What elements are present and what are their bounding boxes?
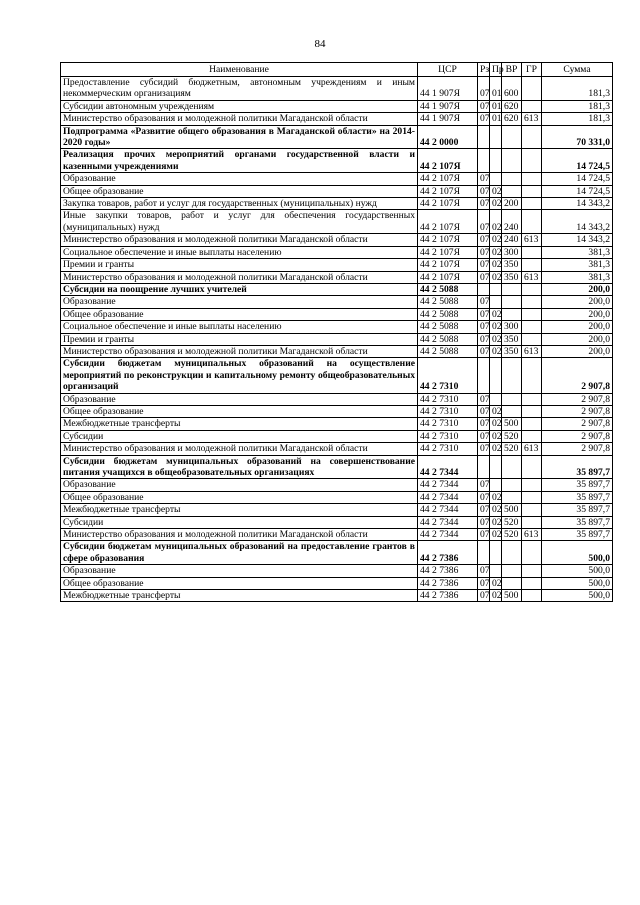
- cell-vr: [502, 405, 522, 417]
- cell-sum: 2 907,8: [542, 443, 613, 455]
- cell-pr: 01: [490, 100, 502, 112]
- cell-name: Субсидии: [61, 516, 418, 528]
- table-row: [61, 358, 613, 393]
- page-number: 84: [314, 38, 326, 50]
- table-row: [61, 234, 613, 246]
- cell-csr: 44 1 907Я: [418, 100, 478, 112]
- cell-vr: 300: [502, 321, 522, 333]
- cell-csr: 44 2 5088: [418, 296, 478, 308]
- cell-name: Межбюджетные трансферты: [61, 504, 418, 516]
- cell-name: Субсидии: [61, 430, 418, 442]
- cell-name: Закупка товаров, работ и услуг для государственных (муниципальных) нужд: [61, 198, 418, 210]
- table-row: [61, 271, 613, 283]
- cell-csr: 44 2 7310: [418, 443, 478, 455]
- table-row: [61, 198, 613, 210]
- cell-name: Субсидии бюджетам муниципальных образований на предоставление грантов в сфере образования: [61, 541, 418, 565]
- cell-pr: [490, 479, 502, 491]
- cell-gr: [522, 418, 542, 430]
- table-row: [61, 418, 613, 430]
- cell-csr: 44 2 107Я: [418, 246, 478, 258]
- cell-pr: 02: [490, 430, 502, 442]
- header-name: Наименование: [61, 63, 418, 77]
- cell-sum: 35 897,7: [542, 479, 613, 491]
- cell-sum: 14 343,2: [542, 234, 613, 246]
- cell-vr: [502, 577, 522, 589]
- table-row: [61, 516, 613, 528]
- cell-gr: 613: [522, 113, 542, 125]
- cell-vr: [502, 149, 522, 173]
- cell-rz: 07: [478, 430, 490, 442]
- cell-rz: 07: [478, 308, 490, 320]
- cell-vr: 500: [502, 590, 522, 602]
- cell-gr: [522, 393, 542, 405]
- cell-vr: [502, 185, 522, 197]
- cell-pr: [490, 541, 502, 565]
- cell-csr: 44 2 7386: [418, 565, 478, 577]
- cell-rz: [478, 149, 490, 173]
- cell-sum: 2 907,8: [542, 393, 613, 405]
- cell-vr: 240: [502, 234, 522, 246]
- cell-gr: [522, 296, 542, 308]
- cell-gr: 613: [522, 271, 542, 283]
- cell-vr: 520: [502, 443, 522, 455]
- cell-pr: [490, 149, 502, 173]
- cell-rz: 07: [478, 271, 490, 283]
- cell-sum: 500,0: [542, 565, 613, 577]
- cell-rz: 07: [478, 259, 490, 271]
- table-row: [61, 125, 613, 149]
- cell-name: Общее образование: [61, 577, 418, 589]
- cell-gr: [522, 125, 542, 149]
- cell-rz: 07: [478, 185, 490, 197]
- cell-pr: 02: [490, 405, 502, 417]
- cell-csr: 44 2 7344: [418, 491, 478, 503]
- cell-gr: [522, 321, 542, 333]
- cell-vr: 600: [502, 77, 522, 101]
- cell-pr: [490, 565, 502, 577]
- cell-pr: 02: [490, 516, 502, 528]
- table-row: [61, 479, 613, 491]
- cell-csr: 44 1 907Я: [418, 113, 478, 125]
- cell-pr: 02: [490, 504, 502, 516]
- table-row: [61, 259, 613, 271]
- cell-vr: [502, 308, 522, 320]
- cell-pr: 01: [490, 77, 502, 101]
- cell-pr: 02: [490, 590, 502, 602]
- cell-name: Министерство образования и молодежной политики Магаданской области: [61, 443, 418, 455]
- table-row: [61, 283, 613, 295]
- cell-sum: 200,0: [542, 321, 613, 333]
- cell-vr: [502, 565, 522, 577]
- cell-csr: 44 2 107Я: [418, 185, 478, 197]
- cell-name: Образование: [61, 565, 418, 577]
- cell-gr: [522, 333, 542, 345]
- cell-gr: 613: [522, 443, 542, 455]
- cell-gr: [522, 100, 542, 112]
- table-row: [61, 308, 613, 320]
- cell-sum: 35 897,7: [542, 491, 613, 503]
- cell-rz: 07: [478, 479, 490, 491]
- cell-csr: 44 2 7386: [418, 590, 478, 602]
- cell-rz: 07: [478, 210, 490, 234]
- cell-pr: 02: [490, 271, 502, 283]
- cell-gr: [522, 198, 542, 210]
- cell-gr: [522, 577, 542, 589]
- cell-pr: 02: [490, 259, 502, 271]
- table-row: [61, 149, 613, 173]
- cell-rz: [478, 541, 490, 565]
- cell-rz: 07: [478, 418, 490, 430]
- header-rz: Рз: [478, 63, 490, 77]
- cell-csr: 44 2 107Я: [418, 149, 478, 173]
- cell-csr: 44 2 7344: [418, 479, 478, 491]
- table-header-row: [61, 63, 613, 77]
- cell-name: Министерство образования и молодежной политики Магаданской области: [61, 345, 418, 357]
- cell-vr: 620: [502, 100, 522, 112]
- cell-pr: [490, 455, 502, 479]
- cell-sum: 381,3: [542, 271, 613, 283]
- cell-pr: 02: [490, 185, 502, 197]
- cell-pr: [490, 125, 502, 149]
- cell-vr: 200: [502, 198, 522, 210]
- cell-gr: [522, 516, 542, 528]
- cell-gr: 613: [522, 529, 542, 541]
- cell-sum: 14 724,5: [542, 149, 613, 173]
- cell-sum: 35 897,7: [542, 516, 613, 528]
- cell-csr: 44 2 7310: [418, 393, 478, 405]
- cell-gr: [522, 541, 542, 565]
- table-row: [61, 565, 613, 577]
- cell-vr: 500: [502, 418, 522, 430]
- cell-gr: [522, 246, 542, 258]
- cell-name: Общее образование: [61, 491, 418, 503]
- table-row: [61, 333, 613, 345]
- cell-sum: 181,3: [542, 113, 613, 125]
- table-row: [61, 529, 613, 541]
- cell-sum: 2 907,8: [542, 430, 613, 442]
- cell-pr: 02: [490, 321, 502, 333]
- cell-name: Министерство образования и молодежной политики Магаданской области: [61, 234, 418, 246]
- cell-rz: 07: [478, 565, 490, 577]
- cell-csr: 44 2 107Я: [418, 259, 478, 271]
- table-row: [61, 443, 613, 455]
- cell-gr: [522, 358, 542, 393]
- header-pr: Пр: [490, 63, 502, 77]
- cell-csr: 44 2 7344: [418, 516, 478, 528]
- cell-sum: 381,3: [542, 259, 613, 271]
- cell-rz: 07: [478, 504, 490, 516]
- cell-gr: [522, 77, 542, 101]
- table-row: [61, 405, 613, 417]
- cell-name: Премии и гранты: [61, 333, 418, 345]
- cell-rz: 07: [478, 246, 490, 258]
- cell-name: Предоставление субсидий бюджетным, автономным учреждениям и иным некоммерческим организациям: [61, 77, 418, 101]
- cell-name: Министерство образования и молодежной политики Магаданской области: [61, 271, 418, 283]
- table-row: [61, 100, 613, 112]
- cell-vr: [502, 455, 522, 479]
- cell-csr: 44 2 7344: [418, 529, 478, 541]
- header-gr: ГР: [522, 63, 542, 77]
- cell-name: Образование: [61, 479, 418, 491]
- cell-gr: [522, 308, 542, 320]
- cell-rz: [478, 455, 490, 479]
- cell-gr: [522, 149, 542, 173]
- cell-csr: 44 2 107Я: [418, 234, 478, 246]
- cell-csr: 44 1 907Я: [418, 77, 478, 101]
- cell-name: Реализация прочих мероприятий органами государственной власти и казенными учреждениями: [61, 149, 418, 173]
- cell-vr: [502, 173, 522, 185]
- cell-gr: [522, 504, 542, 516]
- cell-rz: 07: [478, 173, 490, 185]
- cell-csr: 44 2 5088: [418, 321, 478, 333]
- cell-csr: 44 2 7310: [418, 405, 478, 417]
- cell-vr: [502, 491, 522, 503]
- cell-pr: [490, 393, 502, 405]
- cell-name: Министерство образования и молодежной политики Магаданской области: [61, 529, 418, 541]
- cell-pr: 02: [490, 577, 502, 589]
- header-sum: Сумма: [542, 63, 613, 77]
- cell-name: Субсидии бюджетам муниципальных образований на совершенствование питания учащихся в общеобразовательных организациях: [61, 455, 418, 479]
- table-row: [61, 345, 613, 357]
- cell-sum: 2 907,8: [542, 405, 613, 417]
- cell-pr: [490, 358, 502, 393]
- cell-vr: 350: [502, 271, 522, 283]
- cell-sum: 200,0: [542, 308, 613, 320]
- cell-name: Межбюджетные трансферты: [61, 418, 418, 430]
- cell-vr: 520: [502, 516, 522, 528]
- cell-name: Иные закупки товаров, работ и услуг для обеспечения государственных (муниципальных) нужд: [61, 210, 418, 234]
- cell-name: Субсидии автономным учреждениям: [61, 100, 418, 112]
- cell-rz: 07: [478, 77, 490, 101]
- cell-vr: 350: [502, 259, 522, 271]
- cell-csr: 44 2 5088: [418, 308, 478, 320]
- cell-csr: 44 2 107Я: [418, 271, 478, 283]
- cell-sum: 500,0: [542, 577, 613, 589]
- cell-csr: 44 2 5088: [418, 333, 478, 345]
- cell-rz: 07: [478, 393, 490, 405]
- cell-pr: 02: [490, 308, 502, 320]
- cell-name: Министерство образования и молодежной политики Магаданской области: [61, 113, 418, 125]
- cell-pr: 02: [490, 529, 502, 541]
- cell-gr: [522, 479, 542, 491]
- cell-vr: [502, 125, 522, 149]
- cell-rz: 07: [478, 577, 490, 589]
- cell-vr: [502, 541, 522, 565]
- cell-rz: 07: [478, 234, 490, 246]
- cell-csr: 44 2 0000: [418, 125, 478, 149]
- cell-sum: 181,3: [542, 77, 613, 101]
- cell-vr: 240: [502, 210, 522, 234]
- cell-pr: 02: [490, 333, 502, 345]
- cell-pr: 02: [490, 234, 502, 246]
- cell-sum: 14 724,5: [542, 173, 613, 185]
- table-row: [61, 430, 613, 442]
- cell-rz: 07: [478, 529, 490, 541]
- cell-sum: 14 343,2: [542, 210, 613, 234]
- table-row: [61, 491, 613, 503]
- cell-csr: 44 2 7310: [418, 430, 478, 442]
- cell-csr: 44 2 7386: [418, 577, 478, 589]
- cell-sum: 200,0: [542, 333, 613, 345]
- cell-name: Субсидии на поощрение лучших учителей: [61, 283, 418, 295]
- cell-gr: [522, 173, 542, 185]
- cell-sum: 35 897,7: [542, 529, 613, 541]
- cell-name: Субсидии бюджетам муниципальных образований на осуществление мероприятий по реконструкции и капитальному ремонту общеобразовательных организаций: [61, 358, 418, 393]
- cell-gr: [522, 259, 542, 271]
- cell-gr: [522, 210, 542, 234]
- cell-sum: 2 907,8: [542, 418, 613, 430]
- cell-pr: 02: [490, 418, 502, 430]
- cell-sum: 200,0: [542, 345, 613, 357]
- cell-rz: 07: [478, 113, 490, 125]
- cell-pr: 02: [490, 443, 502, 455]
- cell-name: Общее образование: [61, 308, 418, 320]
- cell-pr: 01: [490, 113, 502, 125]
- cell-sum: 14 343,2: [542, 198, 613, 210]
- cell-rz: 07: [478, 590, 490, 602]
- cell-vr: 520: [502, 529, 522, 541]
- cell-vr: [502, 296, 522, 308]
- cell-csr: 44 2 7310: [418, 358, 478, 393]
- table-row: [61, 393, 613, 405]
- cell-name: Межбюджетные трансферты: [61, 590, 418, 602]
- cell-pr: [490, 173, 502, 185]
- cell-pr: 02: [490, 246, 502, 258]
- cell-name: Образование: [61, 393, 418, 405]
- cell-sum: 35 897,7: [542, 455, 613, 479]
- cell-name: Подпрограмма «Развитие общего образования в Магаданской области» на 2014-2020 годы»: [61, 125, 418, 149]
- cell-pr: [490, 296, 502, 308]
- cell-pr: 02: [490, 210, 502, 234]
- cell-csr: 44 2 107Я: [418, 198, 478, 210]
- table-row: [61, 455, 613, 479]
- cell-vr: 350: [502, 345, 522, 357]
- table-row: [61, 321, 613, 333]
- table-body: [61, 77, 613, 602]
- cell-rz: 07: [478, 491, 490, 503]
- header-vr: ВР: [502, 63, 522, 77]
- cell-pr: [490, 283, 502, 295]
- table-row: [61, 590, 613, 602]
- cell-sum: 14 724,5: [542, 185, 613, 197]
- cell-vr: 350: [502, 333, 522, 345]
- table-row: [61, 185, 613, 197]
- cell-sum: 200,0: [542, 296, 613, 308]
- cell-vr: 520: [502, 430, 522, 442]
- cell-name: Образование: [61, 296, 418, 308]
- cell-gr: [522, 283, 542, 295]
- cell-csr: 44 2 7310: [418, 418, 478, 430]
- cell-sum: 200,0: [542, 283, 613, 295]
- table-row: [61, 541, 613, 565]
- cell-csr: 44 2 7386: [418, 541, 478, 565]
- cell-sum: 70 331,0: [542, 125, 613, 149]
- cell-sum: 181,3: [542, 100, 613, 112]
- cell-rz: 07: [478, 405, 490, 417]
- cell-csr: 44 2 7344: [418, 504, 478, 516]
- cell-name: Общее образование: [61, 405, 418, 417]
- cell-gr: [522, 430, 542, 442]
- cell-name: Премии и гранты: [61, 259, 418, 271]
- cell-csr: 44 2 107Я: [418, 173, 478, 185]
- cell-sum: 35 897,7: [542, 504, 613, 516]
- cell-pr: 02: [490, 491, 502, 503]
- cell-vr: [502, 393, 522, 405]
- cell-vr: 620: [502, 113, 522, 125]
- cell-rz: 07: [478, 443, 490, 455]
- cell-rz: 07: [478, 516, 490, 528]
- cell-rz: 07: [478, 100, 490, 112]
- cell-name: Социальное обеспечение и иные выплаты населению: [61, 321, 418, 333]
- cell-pr: 02: [490, 198, 502, 210]
- cell-vr: [502, 283, 522, 295]
- cell-rz: 07: [478, 333, 490, 345]
- cell-sum: 381,3: [542, 246, 613, 258]
- cell-pr: 02: [490, 345, 502, 357]
- table-row: [61, 296, 613, 308]
- cell-csr: 44 2 7344: [418, 455, 478, 479]
- cell-gr: 613: [522, 234, 542, 246]
- budget-table: [60, 62, 613, 602]
- cell-gr: [522, 590, 542, 602]
- table-row: [61, 577, 613, 589]
- cell-vr: [502, 479, 522, 491]
- cell-gr: [522, 565, 542, 577]
- cell-gr: [522, 455, 542, 479]
- cell-rz: [478, 125, 490, 149]
- cell-vr: 300: [502, 246, 522, 258]
- cell-name: Образование: [61, 173, 418, 185]
- cell-vr: 500: [502, 504, 522, 516]
- cell-csr: 44 2 5088: [418, 345, 478, 357]
- header-csr: ЦСР: [418, 63, 478, 77]
- cell-rz: 07: [478, 321, 490, 333]
- cell-rz: 07: [478, 296, 490, 308]
- table-row: [61, 504, 613, 516]
- cell-sum: 2 907,8: [542, 358, 613, 393]
- cell-rz: [478, 358, 490, 393]
- cell-csr: 44 2 107Я: [418, 210, 478, 234]
- cell-csr: 44 2 5088: [418, 283, 478, 295]
- cell-name: Социальное обеспечение и иные выплаты населению: [61, 246, 418, 258]
- cell-sum: 500,0: [542, 590, 613, 602]
- table-row: [61, 210, 613, 234]
- cell-gr: [522, 491, 542, 503]
- cell-rz: [478, 283, 490, 295]
- table-row: [61, 77, 613, 101]
- cell-name: Общее образование: [61, 185, 418, 197]
- cell-sum: 500,0: [542, 541, 613, 565]
- cell-gr: [522, 185, 542, 197]
- table-row: [61, 173, 613, 185]
- table-row: [61, 113, 613, 125]
- table-row: [61, 246, 613, 258]
- cell-rz: 07: [478, 198, 490, 210]
- cell-rz: 07: [478, 345, 490, 357]
- cell-gr: [522, 405, 542, 417]
- cell-vr: [502, 358, 522, 393]
- cell-gr: 613: [522, 345, 542, 357]
